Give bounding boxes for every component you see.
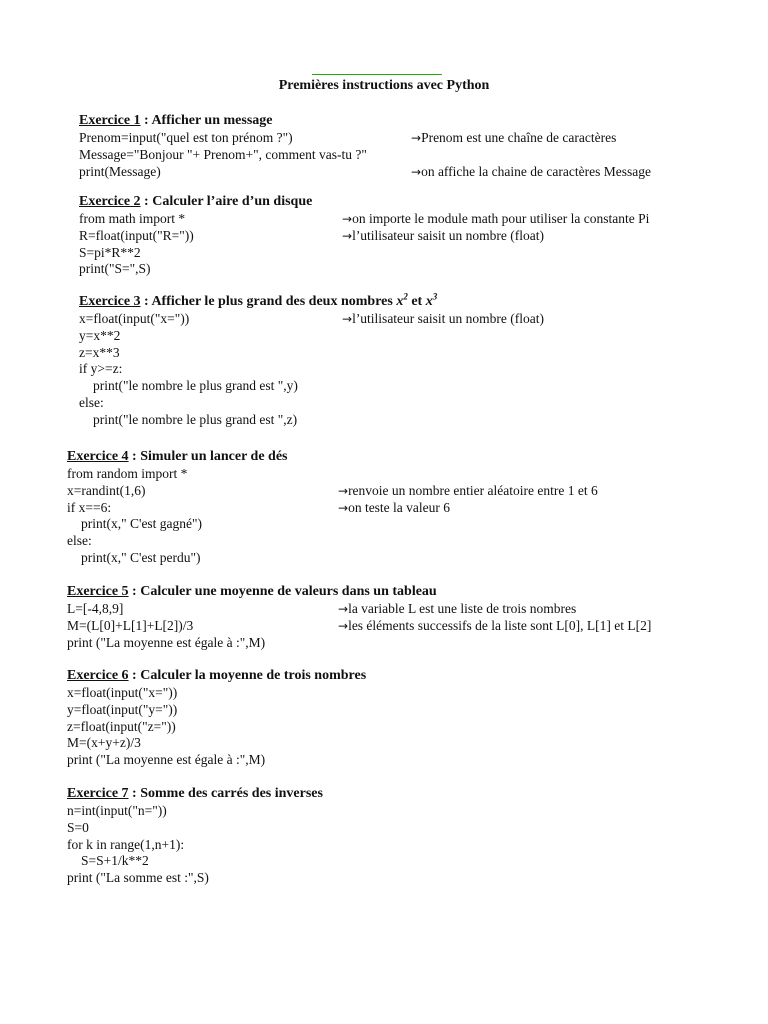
code-line bbox=[79, 211, 719, 228]
code-text: print(x," C'est perdu") bbox=[81, 549, 201, 565]
code-comment: →l’utilisateur saisit un nombre (float) bbox=[342, 227, 545, 243]
code-text: print("S=",S) bbox=[79, 261, 151, 277]
arrow-right-icon: → bbox=[338, 602, 349, 616]
exercise-4 bbox=[67, 449, 707, 567]
code-line bbox=[67, 550, 707, 567]
code-text: print("le nombre le plus grand est ",z) bbox=[93, 411, 298, 427]
exercise-label: Exercice 2 bbox=[79, 194, 141, 209]
code-comment: →on teste la valeur 6 bbox=[338, 499, 451, 515]
code-comment: →Prenom est une chaîne de caractères bbox=[411, 130, 617, 145]
code-text: L=[-4,8,9] bbox=[67, 601, 124, 616]
code-line bbox=[79, 261, 719, 278]
arrow-right-icon: → bbox=[338, 483, 349, 498]
code-text: print(x," C'est gagné") bbox=[81, 516, 203, 532]
exercise-label: Exercice 4 bbox=[67, 449, 129, 464]
code-text: S=pi*R**2 bbox=[79, 244, 141, 260]
code-line bbox=[67, 853, 707, 870]
code-line bbox=[79, 147, 719, 164]
code-line bbox=[67, 618, 707, 635]
code-text: M=(x+y+z)/3 bbox=[67, 735, 141, 751]
exercise-6 bbox=[67, 668, 707, 769]
code-comment: →on importe le module math pour utiliser la constante Pi bbox=[342, 211, 650, 226]
code-line bbox=[79, 245, 719, 262]
code-text: print ("La moyenne est égale à :",M) bbox=[67, 634, 266, 650]
arrow-right-icon: → bbox=[342, 212, 353, 226]
arrow-right-icon: → bbox=[338, 500, 349, 515]
code-line bbox=[79, 164, 719, 181]
exercise-heading: Exercice 3 : Afficher le plus grand des deux nombres $x^2$ et $x^3$ bbox=[79, 291, 438, 309]
code-comment: →l’utilisateur saisit un nombre (float) bbox=[342, 311, 545, 326]
exercise-title: Calculer la moyenne de trois nombres bbox=[140, 668, 367, 683]
exercise-title: Afficher le plus grand des deux nombres bbox=[151, 294, 393, 309]
exercise-heading: Exercice 5 : Calculer une moyenne de valeurs dans un tableau bbox=[67, 584, 437, 599]
code-line bbox=[67, 735, 707, 752]
exercise-1 bbox=[79, 113, 719, 180]
arrow-right-icon: → bbox=[411, 164, 422, 179]
exercise-label: Exercice 1 bbox=[79, 113, 141, 128]
code-text: Message="Bonjour "+ Prenom+", comment vas-tu ?" bbox=[79, 146, 367, 162]
arrow-right-icon: → bbox=[411, 131, 422, 145]
code-text: M=(L[0]+L[1]+L[2])/3 bbox=[67, 617, 194, 633]
code-comment: →on affiche la chaine de caractères Message bbox=[411, 163, 651, 179]
arrow-right-icon: → bbox=[338, 618, 349, 633]
code-text: else: bbox=[79, 394, 104, 410]
document-title: Premières instructions avec Python bbox=[278, 78, 490, 93]
exercise-heading: Exercice 6 : Calculer la moyenne de trois nombres bbox=[67, 668, 367, 683]
exercise-5 bbox=[67, 584, 707, 651]
code-line bbox=[79, 345, 719, 362]
code-line bbox=[67, 500, 707, 517]
code-line bbox=[67, 635, 707, 652]
code-text: S=S+1/k**2 bbox=[81, 853, 149, 869]
exercise-heading: Exercice 2 : Calculer l’aire d’un disque bbox=[79, 194, 313, 209]
code-line bbox=[67, 466, 707, 483]
exercise-2 bbox=[79, 194, 719, 278]
code-text: x=float(input("x=")) bbox=[79, 311, 190, 326]
code-text: Prenom=input("quel est ton prénom ?") bbox=[79, 130, 293, 145]
exercise-7 bbox=[67, 786, 707, 887]
code-line bbox=[79, 130, 719, 147]
exercise-title: Afficher un message bbox=[151, 113, 273, 128]
code-text: print ("La moyenne est égale à :",M) bbox=[67, 752, 266, 768]
code-line bbox=[67, 870, 707, 887]
code-text: if y>=z: bbox=[79, 361, 123, 377]
code-line bbox=[67, 601, 707, 618]
exercise-title: Simuler un lancer de dés bbox=[140, 449, 288, 464]
code-text: for k in range(1,n+1): bbox=[67, 836, 185, 852]
exercise-heading: Exercice 7 : Somme des carrés des inverses bbox=[67, 786, 323, 801]
exercise-title: Calculer l’aire d’un disque bbox=[152, 194, 313, 209]
code-text: else: bbox=[67, 533, 92, 549]
code-text: x=float(input("x=")) bbox=[67, 685, 178, 700]
code-line bbox=[79, 361, 719, 378]
exercise-label: Exercice 5 bbox=[67, 584, 129, 599]
exercise-heading: Exercice 1 : Afficher un message bbox=[79, 113, 273, 128]
code-text: print("le nombre le plus grand est ",y) bbox=[93, 378, 298, 394]
exercise-title: Somme des carrés des inverses bbox=[140, 786, 323, 801]
exercise-3 bbox=[79, 291, 719, 429]
code-text: if x==6: bbox=[67, 499, 112, 515]
code-line bbox=[67, 837, 707, 854]
code-line bbox=[79, 378, 719, 395]
code-text: x=randint(1,6) bbox=[67, 482, 146, 498]
exercise-label: Exercice 3 bbox=[79, 294, 141, 309]
code-line bbox=[67, 483, 707, 500]
code-text: from random import * bbox=[67, 466, 188, 481]
code-line bbox=[67, 719, 707, 736]
exercise-title: Calculer une moyenne de valeurs dans un tableau bbox=[140, 584, 437, 599]
math-x-cubed: $x^3$ bbox=[425, 291, 438, 309]
exercise-label: Exercice 7 bbox=[67, 786, 129, 801]
code-text: y=float(input("y=")) bbox=[67, 701, 178, 717]
code-line bbox=[79, 395, 719, 412]
code-line bbox=[67, 820, 707, 837]
code-line bbox=[79, 412, 719, 429]
code-text: print(Message) bbox=[79, 163, 161, 179]
arrow-right-icon: → bbox=[342, 228, 353, 243]
math-x-squared: $x^2$ bbox=[396, 291, 408, 309]
code-comment: →la variable L est une liste de trois nombres bbox=[338, 601, 577, 616]
code-line bbox=[79, 328, 719, 345]
code-text: z=float(input("z=")) bbox=[67, 718, 176, 734]
code-text: print ("La somme est :",S) bbox=[67, 870, 209, 886]
code-text: S=0 bbox=[67, 819, 89, 835]
exercise-heading: Exercice 4 : Simuler un lancer de dés bbox=[67, 449, 288, 464]
top-rule bbox=[312, 74, 442, 75]
code-text: z=x**3 bbox=[79, 344, 120, 360]
code-text: y=x**2 bbox=[79, 327, 121, 343]
code-line bbox=[79, 228, 719, 245]
code-line bbox=[67, 702, 707, 719]
arrow-right-icon: → bbox=[342, 312, 353, 326]
code-line bbox=[67, 685, 707, 702]
code-line bbox=[67, 803, 707, 820]
code-line bbox=[79, 311, 719, 328]
code-line bbox=[67, 752, 707, 769]
math-join-word: et bbox=[411, 294, 423, 309]
code-line bbox=[67, 516, 707, 533]
code-text: n=int(input("n=")) bbox=[67, 803, 167, 818]
code-comment: →renvoie un nombre entier aléatoire entre 1 et 6 bbox=[338, 482, 598, 498]
code-comment: →les éléments successifs de la liste sont L[0], L[1] et L[2] bbox=[338, 617, 652, 633]
code-text: from math import * bbox=[79, 211, 186, 226]
code-line bbox=[67, 533, 707, 550]
exercise-label: Exercice 6 bbox=[67, 668, 129, 683]
code-text: R=float(input("R=")) bbox=[79, 227, 194, 243]
